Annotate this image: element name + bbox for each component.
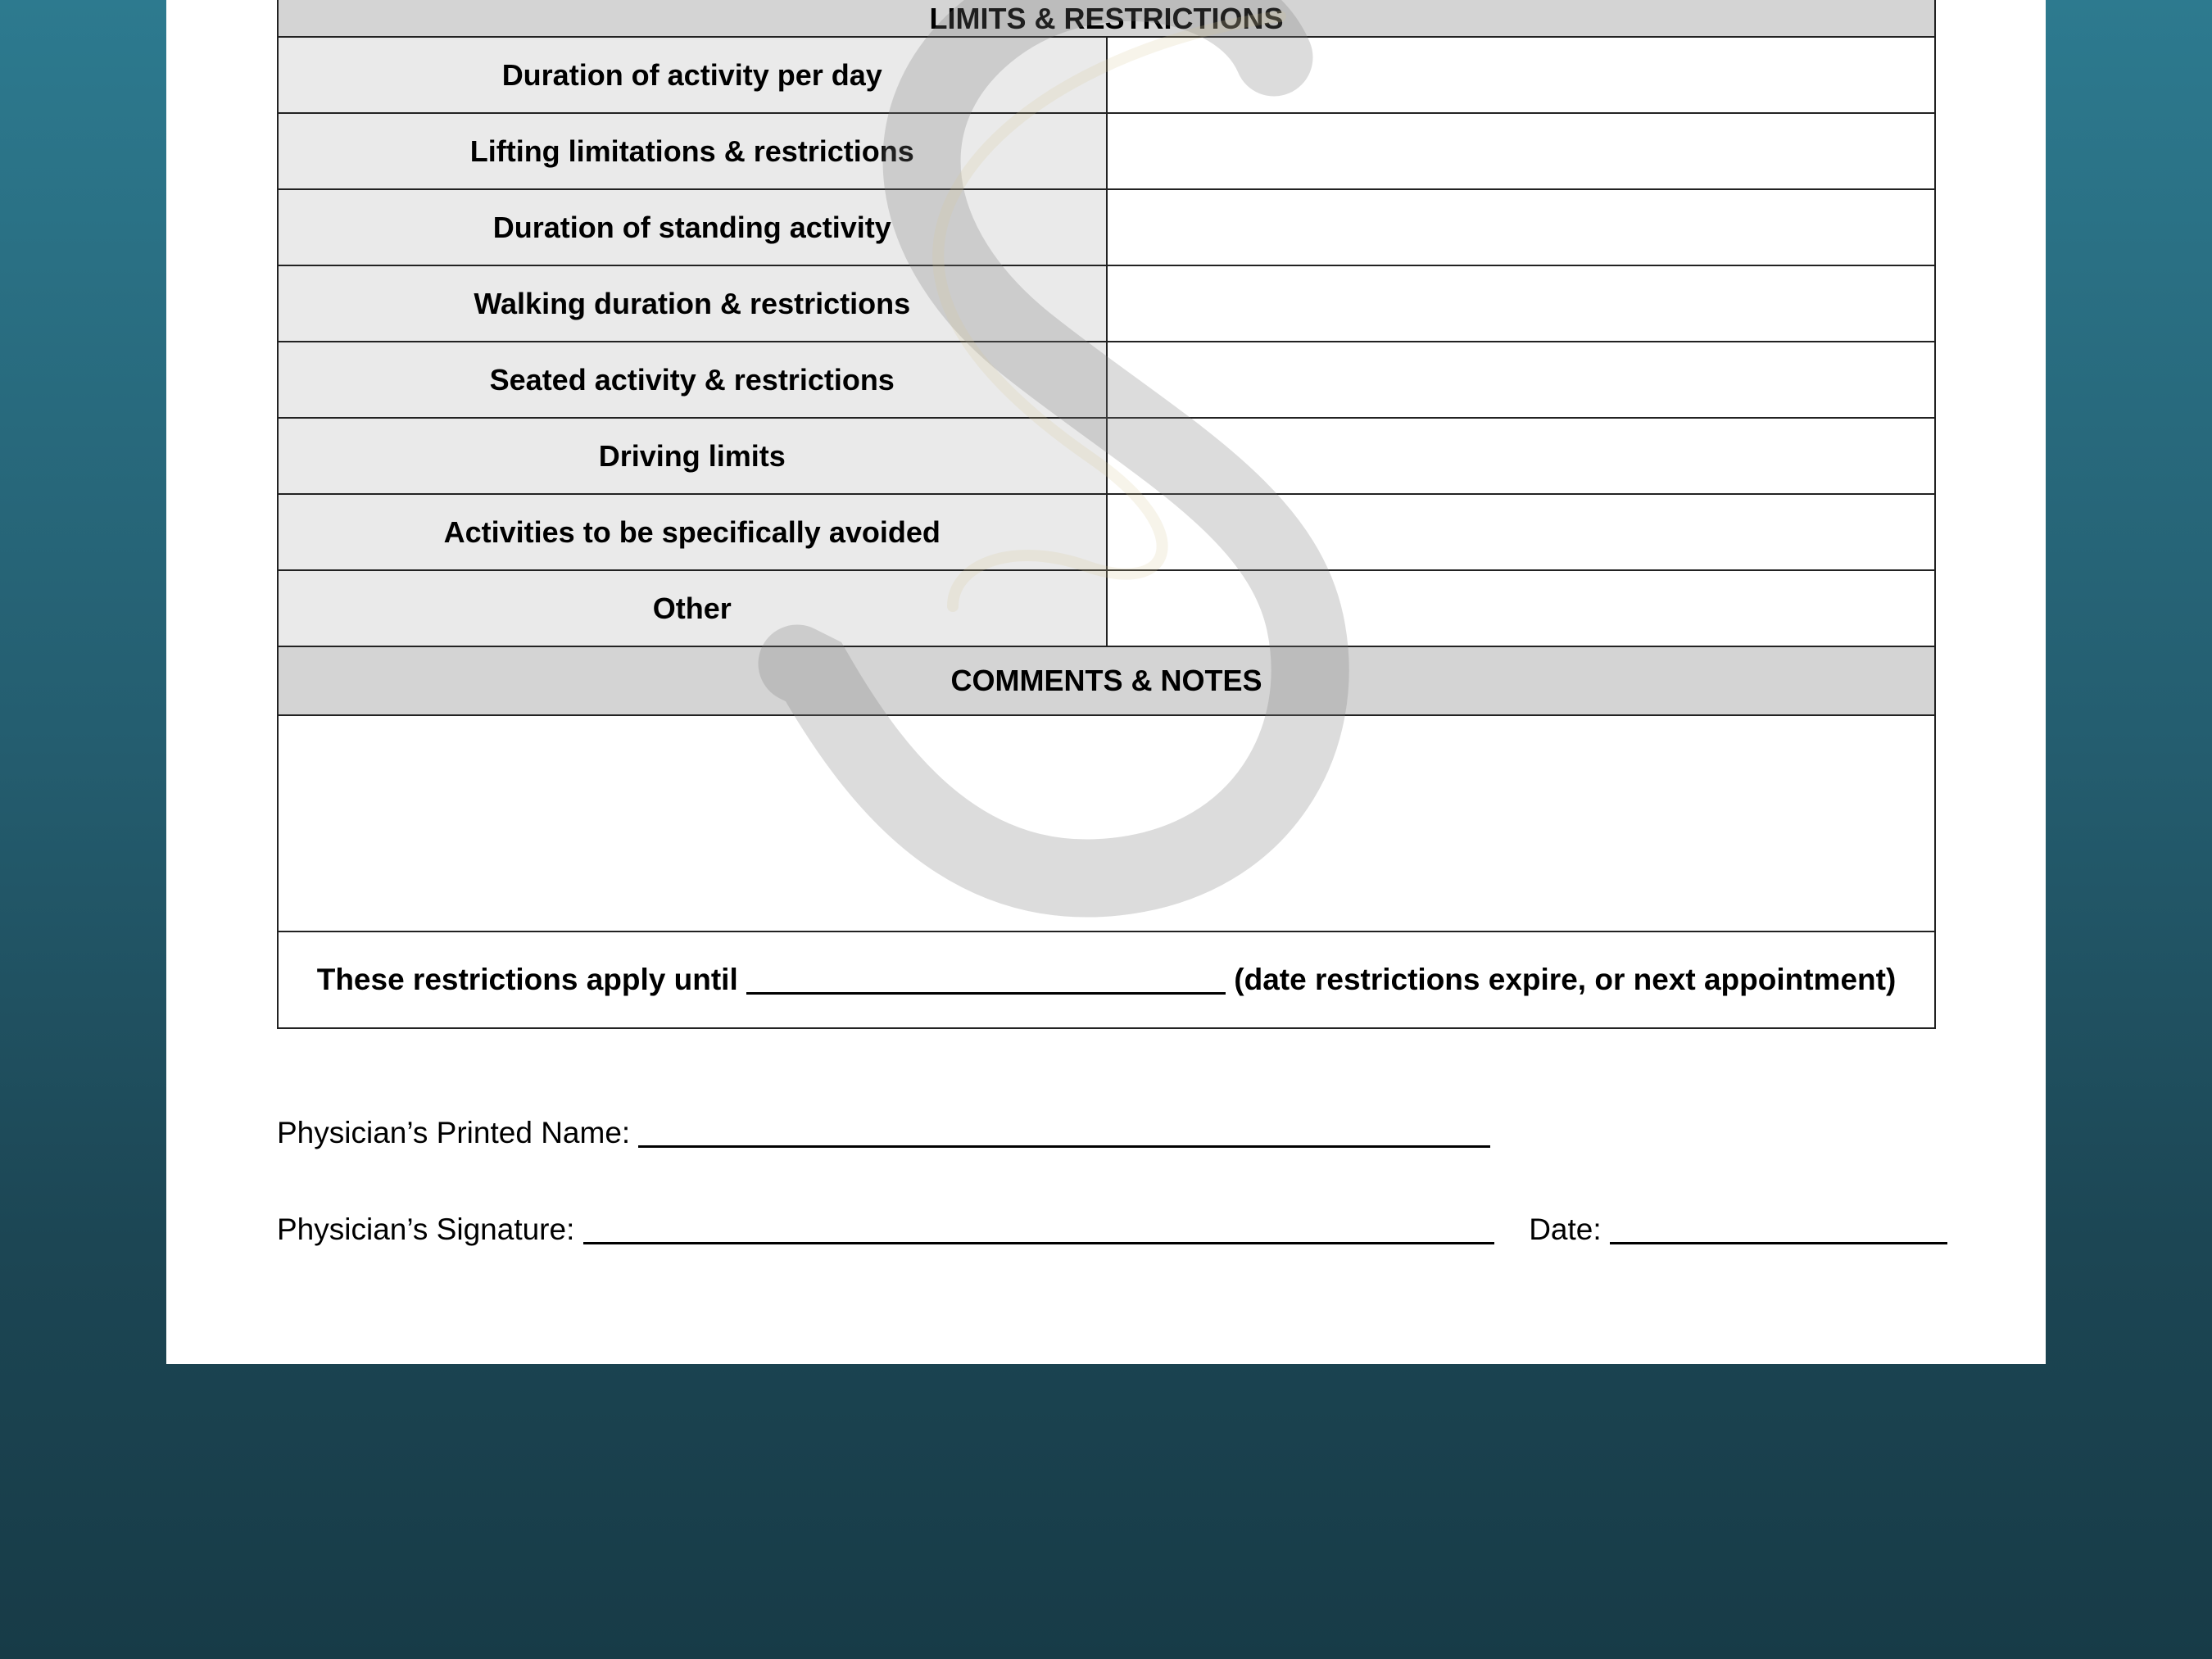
other-field[interactable] <box>1107 570 1936 646</box>
row-label-seated: Seated activity & restrictions <box>278 342 1107 418</box>
limits-restrictions-header: LIMITS & RESTRICTIONS <box>278 0 1935 37</box>
walking-field[interactable] <box>1107 265 1936 342</box>
lifting-field[interactable] <box>1107 113 1936 189</box>
row-label-activity-duration: Duration of activity per day <box>278 37 1107 113</box>
standing-field[interactable] <box>1107 189 1936 265</box>
printed-name-label: Physician’s Printed Name: <box>277 1116 631 1149</box>
activity-duration-field[interactable] <box>1107 37 1936 113</box>
row-label-walking: Walking duration & restrictions <box>278 265 1107 342</box>
date-field[interactable] <box>1610 1242 1947 1244</box>
row-label-other: Other <box>278 570 1107 646</box>
until-prefix-label: These restrictions apply until <box>316 963 738 996</box>
driving-field[interactable] <box>1107 418 1936 494</box>
date-label: Date: <box>1529 1213 1602 1246</box>
row-label-lifting: Lifting limitations & restrictions <box>278 113 1107 189</box>
table-row <box>278 494 1935 570</box>
table-row <box>278 265 1935 342</box>
table-row <box>278 418 1935 494</box>
signature-label: Physician’s Signature: <box>277 1213 575 1246</box>
row-label-standing: Duration of standing activity <box>278 189 1107 265</box>
signature-field[interactable] <box>583 1242 1494 1244</box>
printed-name-field[interactable] <box>638 1145 1490 1148</box>
comments-notes-header: COMMENTS & NOTES <box>278 646 1935 715</box>
signature-line <box>277 1213 1947 1247</box>
row-label-driving: Driving limits <box>278 418 1107 494</box>
restrictions-table <box>277 0 1936 1029</box>
table-row <box>278 189 1935 265</box>
until-date-field[interactable] <box>746 992 1226 995</box>
avoided-activities-field[interactable] <box>1107 494 1936 570</box>
table-row <box>278 342 1935 418</box>
restrictions-until-row <box>278 931 1935 1028</box>
table-row <box>278 113 1935 189</box>
row-label-avoided: Activities to be specifically avoided <box>278 494 1107 570</box>
table-row <box>278 570 1935 646</box>
until-suffix-label: (date restrictions expire, or next appointment) <box>1234 963 1897 996</box>
seated-field[interactable] <box>1107 342 1936 418</box>
printed-name-line <box>277 1116 1490 1150</box>
table-row <box>278 37 1935 113</box>
comments-notes-field[interactable] <box>278 715 1935 931</box>
